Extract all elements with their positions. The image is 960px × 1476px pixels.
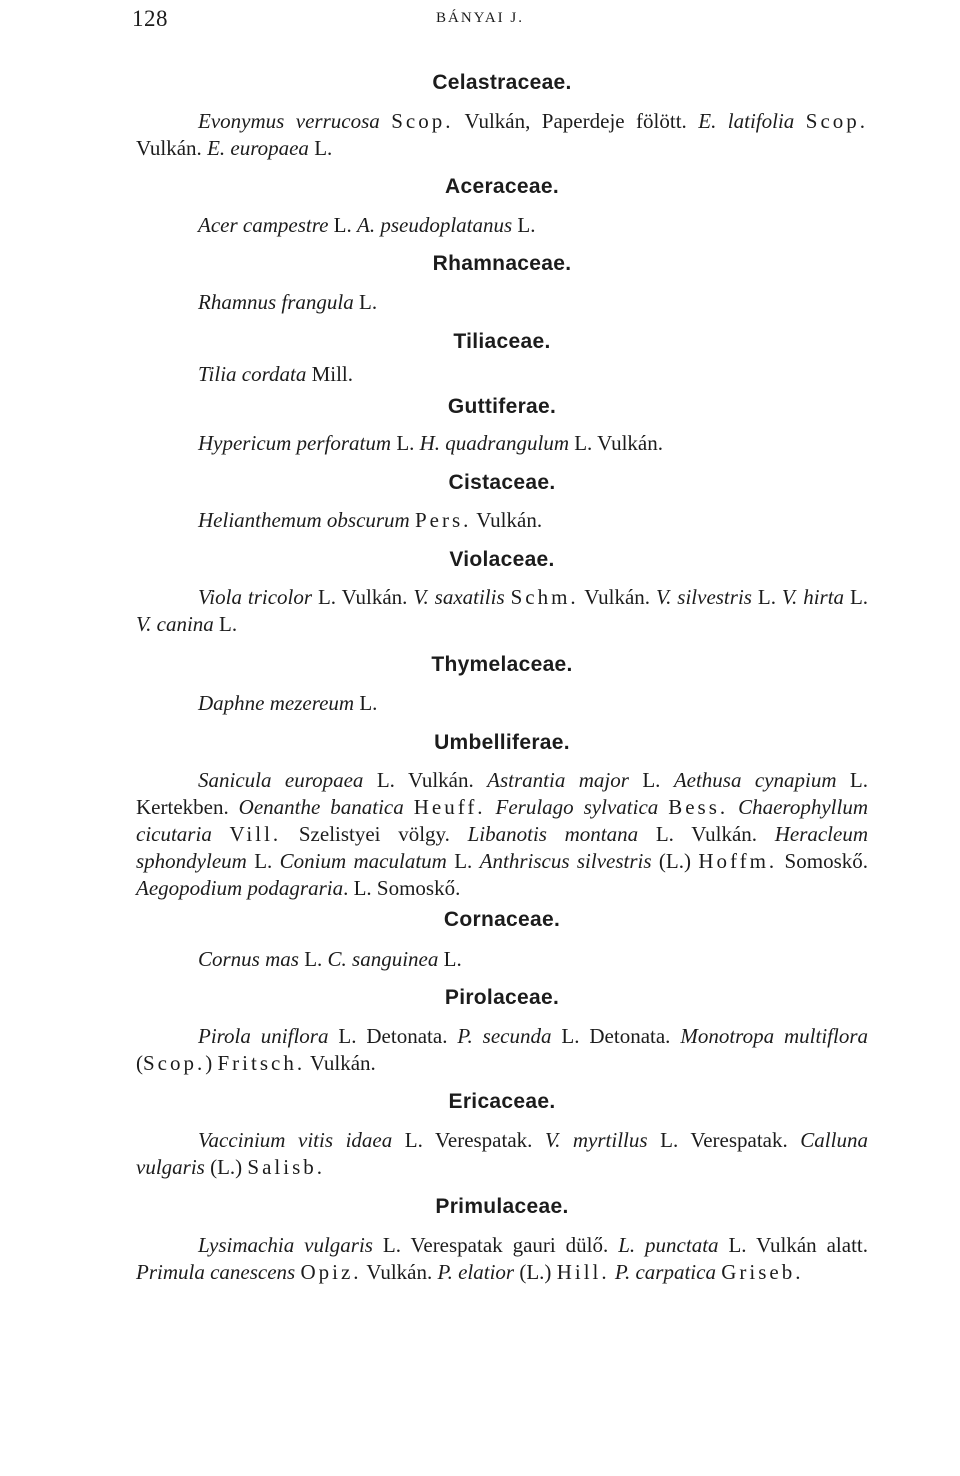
family-heading: Cornaceae. [443,908,561,931]
entry-text: L. [446,849,480,873]
taxon-name: Cornus mas [198,947,299,971]
entry-text: L. Vulkán alatt. [718,1233,868,1257]
taxon-name: V. myrtillus [544,1128,648,1152]
species-entry [136,507,868,534]
entry-text: Szelistyei völgy. [281,822,468,846]
taxon-name: Libanotis montana [467,822,639,846]
entry-text: Vulkán. [471,508,543,532]
taxon-name: Ferulago sylvatica [495,795,659,819]
taxon-name: Hypericum perforatum [198,431,392,455]
author-name: Pers. [414,508,472,532]
entry-text: L. Verespatak. [647,1128,801,1152]
author-name: Fritsch. [217,1051,306,1075]
taxon-name: V. silvestris [655,585,752,609]
taxon-name: Pirola uniflora [198,1024,329,1048]
entry-text: Vulkán. [361,1260,438,1284]
taxon-name: Monotropa multiflora [680,1024,868,1048]
taxon-name: Conium maculatum [279,849,447,873]
entry-text: ) [205,1051,218,1075]
entry-text: L. [298,947,328,971]
family-heading: Ericaceae. [448,1090,556,1113]
entry-text: ( [136,1051,143,1075]
taxon-name: Aethusa cynapium [673,768,837,792]
author-name: Opiz. [300,1260,362,1284]
entry-text [212,822,230,846]
species-entry [136,690,868,717]
family-heading: Celastraceae. [432,71,572,94]
species-entry [136,767,868,902]
species-entry [136,108,868,162]
species-entry [136,1232,868,1286]
taxon-name: E. europaea [207,136,309,160]
entry-text: L. Vulkán. [363,768,488,792]
entry-text: L. [512,213,536,237]
entry-text [658,795,668,819]
species-entry [136,430,868,457]
taxon-name: Viola tricolor [198,585,313,609]
species-entry [136,289,868,316]
entry-text: L. [751,585,782,609]
family-heading: Rhamnaceae. [432,252,572,275]
entry-text: L. Vulkán. [568,431,663,455]
taxon-name: Anthriscus silvestris [479,849,652,873]
entry-text: L. Verespatak. [392,1128,545,1152]
entry-text: Vulkán. [578,585,656,609]
taxon-name: Helianthemum obscurum [198,508,410,532]
taxon-name: P. carpatica [614,1260,716,1284]
entry-text: L. Kertekben. [136,768,869,819]
species-entry [136,1127,868,1181]
taxon-name: L. punctata [618,1233,719,1257]
entry-text: L. [328,213,357,237]
taxon-name: Sanicula europaea [198,768,364,792]
taxon-name: A. pseudoplatanus [357,213,513,237]
taxon-name: H. quadrangulum [419,431,569,455]
entry-text: L. [628,768,674,792]
taxon-name: V. saxatilis [413,585,505,609]
entry-text: Mill. [306,362,354,386]
entry-text: L. [391,431,420,455]
entry-text: (L.) [651,849,699,873]
taxon-name: C. sanguinea [327,947,439,971]
entry-text: L. [353,290,378,314]
taxon-name: Chaerophyllum cicutaria [136,795,868,846]
entry-text: L. Detonata. [551,1024,681,1048]
entry-text: L. [308,136,333,160]
author-name: Scop. [143,1051,206,1075]
entry-text [794,109,805,133]
entry-text: Vulkán. [305,1051,376,1075]
taxon-name: Evonymus verrucosa [198,109,380,133]
entry-text: . L. Somoskő. [343,876,461,900]
author-name: Scop. [391,109,454,133]
entry-text: (L.) [204,1155,248,1179]
running-head: BÁNYAI J. [435,10,524,26]
taxon-name: Acer campestre [198,213,329,237]
taxon-name: Astrantia major [487,768,629,792]
taxon-name: V. hirta [781,585,845,609]
author-name: Heuff. [413,795,486,819]
taxon-name: Tilia cordata [198,362,307,386]
taxon-name: P. secunda [457,1024,552,1048]
taxon-name: Rhamnus frangula [198,290,354,314]
taxon-name: E. latifolia [698,109,795,133]
taxon-name: Oenanthe banatica [238,795,404,819]
taxon-name: Aegopodium podagraria [136,876,344,900]
author-name: Scop. [805,109,869,133]
entry-text: L. [844,585,869,609]
family-heading: Pirolaceae. [444,986,560,1009]
species-entry [136,361,868,388]
family-heading: Thymelaceae. [431,653,573,676]
family-heading: Primulaceae. [435,1195,569,1218]
entry-text: L. Verespatak gauri dülő. [372,1233,619,1257]
page-body [136,70,868,1286]
entry-text: (L.) [514,1260,557,1284]
family-heading: Tiliaceae. [453,330,551,353]
entry-text: Somoskő. [777,849,868,873]
taxon-name: P. elatior [437,1260,515,1284]
author-name: Schm. [510,585,579,609]
species-entry [136,1023,868,1077]
species-entry [136,212,868,239]
page-number: 128 [132,6,168,31]
species-entry [136,584,868,638]
entry-text: L. Vulkán. [638,822,775,846]
entry-text: Vulkán. [136,136,208,160]
taxon-name: Vaccinium vitis idaea [198,1128,393,1152]
author-name: Bess. [668,795,729,819]
author-name: Hoffm. [698,849,778,873]
author-name: Salisb. [247,1155,326,1179]
author-name: Griseb. [721,1260,804,1284]
entry-text: L. [246,849,280,873]
species-entry [136,946,868,973]
entry-text [486,795,496,819]
family-heading: Cistaceae. [448,471,556,494]
taxon-name: V. canina [136,612,214,636]
family-heading: Aceraceae. [445,175,559,198]
author-name: Vill. [229,822,282,846]
author-name: Hill. [556,1260,610,1284]
taxon-name: Calluna vulgaris [136,1128,868,1179]
entry-text: L. [438,947,462,971]
entry-text [380,109,391,133]
taxon-name: Daphne mezereum [198,691,355,715]
family-heading: Umbelliferae. [434,731,570,754]
entry-text: Vulkán, Paperdeje fölött. [453,109,699,133]
entry-text [404,795,414,819]
entry-text: L. [354,691,378,715]
family-heading: Violaceae. [449,548,555,571]
taxon-name: Lysimachia vulgaris [198,1233,373,1257]
taxon-name: Primula canescens [136,1260,296,1284]
entry-text: L. Detonata. [328,1024,458,1048]
entry-text: L. [213,612,238,636]
entry-text [728,795,738,819]
family-heading: Guttiferae. [447,395,557,418]
taxon-name: Heracleum sphondyleum [136,822,869,873]
entry-text: L. Vulkán. [312,585,414,609]
